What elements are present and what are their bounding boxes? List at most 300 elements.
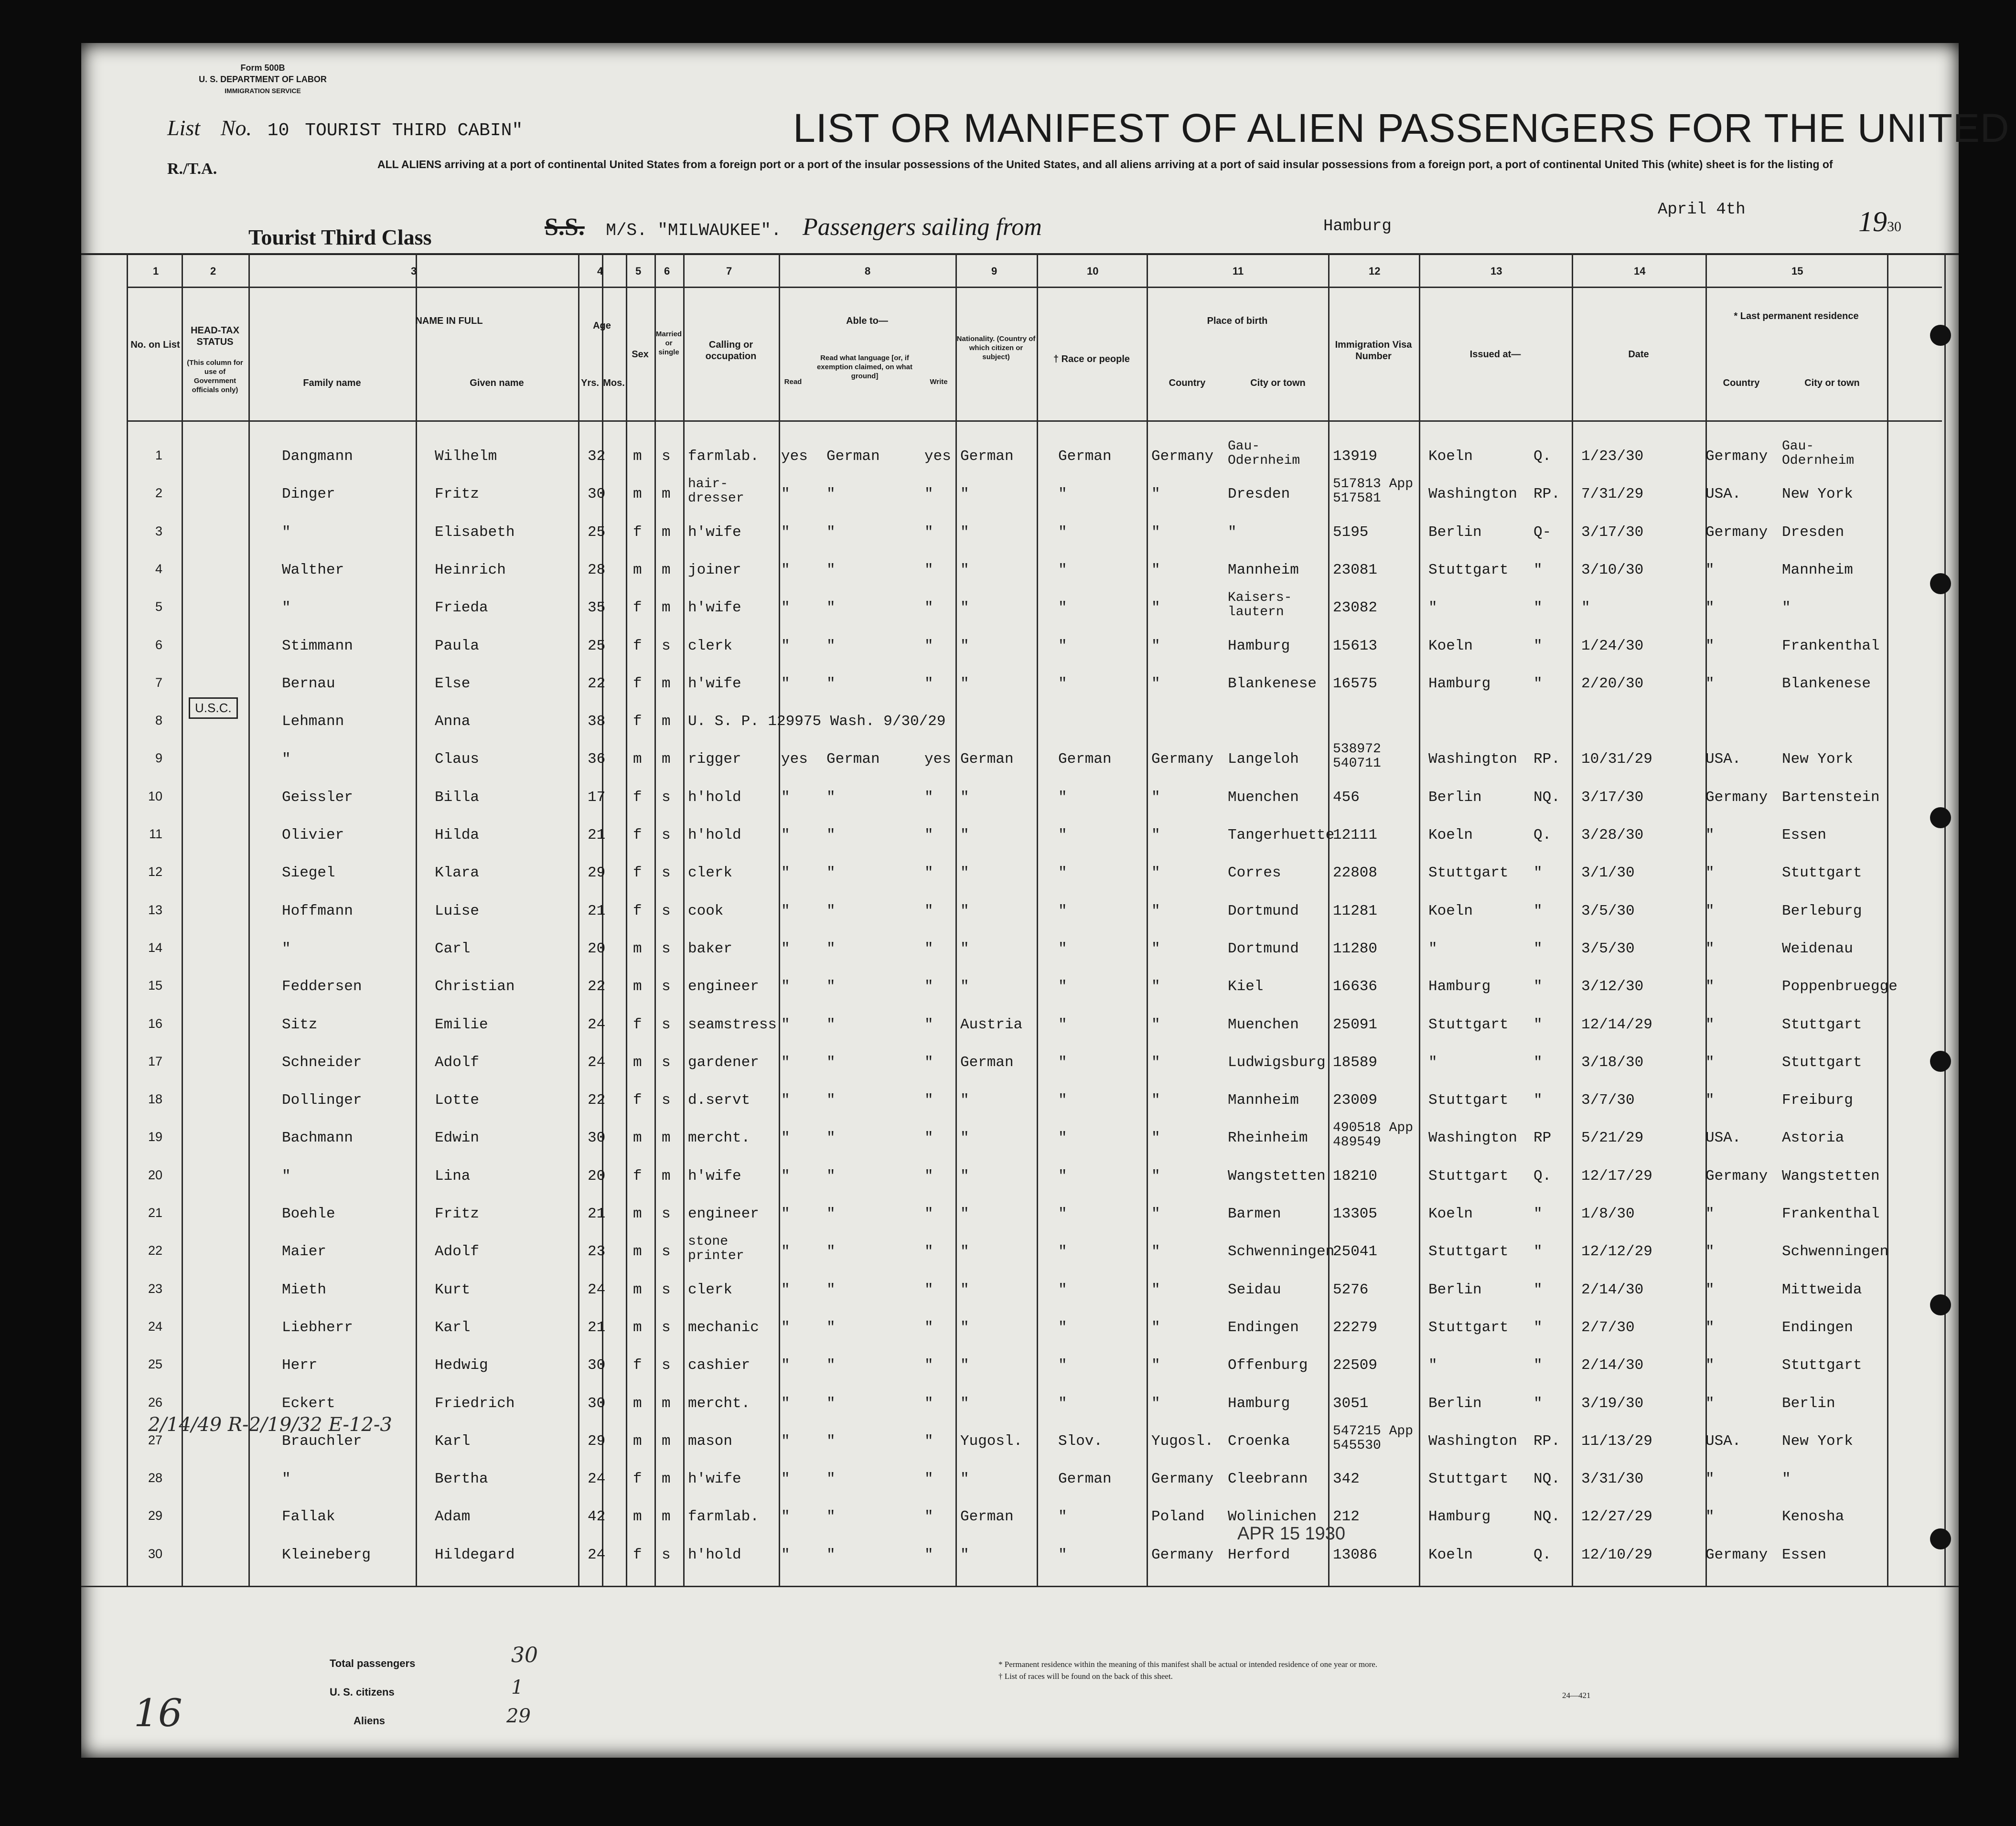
cell-write: " xyxy=(924,1281,933,1298)
cell-rcountry: " xyxy=(1705,902,1715,919)
cell-given: Carl xyxy=(435,940,471,957)
cell-given: Karl xyxy=(435,1319,471,1336)
cell-bcountry: " xyxy=(1151,940,1160,957)
header-head-tax-note: (This column for use of Government officials only) xyxy=(187,359,243,394)
cell-rcity: Stuttgart xyxy=(1782,1016,1862,1033)
cell-given: Hildegard xyxy=(435,1546,515,1563)
cell-no: 19 xyxy=(148,1130,162,1144)
cell-age: 24 xyxy=(588,1546,606,1563)
column-number: 10 xyxy=(1087,265,1099,277)
cell-visa: 456 xyxy=(1333,789,1360,806)
cell-race: " xyxy=(1058,789,1067,806)
table-row xyxy=(81,1121,1959,1154)
cell-no: 16 xyxy=(148,1016,162,1031)
cell-read: " xyxy=(781,1281,790,1298)
cell-date: " xyxy=(1581,599,1590,617)
cell-write: " xyxy=(924,1546,933,1563)
cell-occ: engineer xyxy=(688,978,759,995)
cell-race: " xyxy=(1058,599,1067,617)
cell-write: " xyxy=(924,1432,933,1450)
cell-ms: s xyxy=(662,637,671,654)
cell-race: " xyxy=(1058,1395,1067,1412)
cell-ms: s xyxy=(662,940,671,957)
cell-rcountry: " xyxy=(1705,1016,1715,1033)
cell-lang: " xyxy=(826,1508,836,1526)
cell-age: 35 xyxy=(588,599,606,617)
cell-date: 3/5/30 xyxy=(1581,902,1635,919)
cell-q: " xyxy=(1533,1395,1543,1412)
cell-age: 30 xyxy=(588,1357,606,1374)
cell-rcity: Mannheim xyxy=(1782,561,1853,578)
cell-visa: 16636 xyxy=(1333,978,1378,995)
cell-no: 13 xyxy=(148,902,162,917)
cell-rcity: Stuttgart xyxy=(1782,1357,1862,1374)
cell-bcity: Wolinichen xyxy=(1228,1508,1317,1526)
cell-write: " xyxy=(924,1206,933,1222)
cell-family: " xyxy=(282,599,291,617)
cell-date: 12/14/29 xyxy=(1581,1016,1652,1033)
cell-given: Friedrich xyxy=(435,1395,515,1412)
cell-no: 20 xyxy=(148,1167,162,1182)
cell-visa: 23009 xyxy=(1333,1092,1378,1109)
cell-no: 18 xyxy=(148,1092,162,1107)
cell-visa: 212 xyxy=(1333,1508,1360,1526)
cell-visa: 12111 xyxy=(1333,827,1378,844)
cell-age: 22 xyxy=(588,675,606,692)
cell-given: Adolf xyxy=(435,1054,480,1071)
footnote-residence: * Permanent residence within the meaning of this manifest shall be actual or intended residence of one year or more. xyxy=(998,1660,1378,1669)
cell-given: Luise xyxy=(435,902,480,919)
cell-race: " xyxy=(1058,1167,1067,1185)
cell-write: " xyxy=(924,789,933,806)
cell-race: " xyxy=(1058,827,1067,844)
cell-rcity: Poppenbruegge xyxy=(1782,978,1898,995)
cell-no: 21 xyxy=(148,1206,162,1220)
cell-q: " xyxy=(1533,1243,1543,1260)
column-number: 11 xyxy=(1233,265,1244,277)
cell-issued: Stuttgart xyxy=(1428,1092,1509,1109)
cell-sex: f xyxy=(633,865,642,882)
cell-lang: " xyxy=(826,902,836,919)
cell-family: Lehmann xyxy=(282,713,344,730)
cell-occ: farmlab. xyxy=(688,1508,759,1526)
column-number: 3 xyxy=(411,265,417,277)
cell-q: " xyxy=(1533,1054,1543,1071)
header-place-of-birth: Place of birth xyxy=(1207,316,1268,326)
cell-lang: " xyxy=(826,1054,836,1071)
cell-visa: 342 xyxy=(1333,1471,1360,1488)
cell-visa: 13305 xyxy=(1333,1206,1378,1222)
cell-date: 10/31/29 xyxy=(1581,751,1652,768)
cell-q: " xyxy=(1533,940,1543,957)
cell-issued: Stuttgart xyxy=(1428,865,1509,882)
cell-issued: Koeln xyxy=(1428,827,1473,844)
table-row xyxy=(81,1083,1959,1117)
sailing-date: April 4th xyxy=(1658,201,1746,219)
cell-age: 24 xyxy=(588,1471,606,1488)
cell-q: NQ. xyxy=(1533,1471,1560,1488)
cell-nat: German xyxy=(960,1508,1014,1526)
cell-issued: Koeln xyxy=(1428,1206,1473,1222)
cell-bcountry: " xyxy=(1151,865,1160,882)
cell-bcity: Dresden xyxy=(1228,486,1290,503)
cell-race: " xyxy=(1058,486,1067,503)
header-rule-bottom xyxy=(127,420,1942,422)
header-birth-city: City or town xyxy=(1250,378,1306,388)
cell-rcity: Astoria xyxy=(1782,1130,1844,1147)
cell-given: Lina xyxy=(435,1167,471,1185)
cell-lang: " xyxy=(826,1130,836,1147)
cell-read: " xyxy=(781,1243,790,1260)
column-number: 2 xyxy=(210,265,216,277)
cell-bcity: Ludwigsburg xyxy=(1228,1054,1326,1071)
cell-rcity: Mittweida xyxy=(1782,1281,1862,1298)
cell-no: 28 xyxy=(148,1471,162,1485)
cell-visa: 5276 xyxy=(1333,1281,1369,1298)
cell-bcountry: Germany xyxy=(1151,448,1214,465)
cell-rcountry: " xyxy=(1705,1206,1715,1222)
cell-sex: m xyxy=(633,940,642,957)
cell-no: 9 xyxy=(155,751,162,766)
cell-sex: f xyxy=(633,902,642,919)
cell-occ: h'wife xyxy=(688,1471,741,1488)
cell-rcountry: Germany xyxy=(1705,1167,1768,1185)
page-title: LIST OR MANIFEST OF ALIEN PASSENGERS FOR THE UNITED xyxy=(793,106,2010,150)
cell-read: " xyxy=(781,1167,790,1185)
cell-race: " xyxy=(1058,1508,1067,1526)
cell-family: Eckert xyxy=(282,1395,335,1412)
cell-bcity: Langeloh xyxy=(1228,751,1299,768)
cell-lang: " xyxy=(826,561,836,578)
cell-no: 22 xyxy=(148,1243,162,1258)
cell-ms: m xyxy=(662,713,671,730)
cell-read: yes xyxy=(781,751,808,768)
cell-family: Fallak xyxy=(282,1508,335,1526)
cell-family: " xyxy=(282,1167,291,1185)
cell-rcity: " xyxy=(1782,599,1791,617)
ss-mark: S.S. xyxy=(545,214,585,241)
cell-lang: " xyxy=(826,1432,836,1450)
cell-family: Boehle xyxy=(282,1206,335,1222)
cell-given: Edwin xyxy=(435,1130,480,1147)
cell-race: " xyxy=(1058,637,1067,654)
cell-bcity: Herford xyxy=(1228,1546,1290,1563)
cell-rcountry: " xyxy=(1705,1281,1715,1298)
cell-issued: Koeln xyxy=(1428,637,1473,654)
cell-visa: 16575 xyxy=(1333,675,1378,692)
table-row xyxy=(81,1311,1959,1344)
cell-sex: f xyxy=(633,637,642,654)
cell-issued: Washington xyxy=(1428,1432,1518,1450)
cell-occ: clerk xyxy=(688,865,733,882)
cell-rcountry: USA. xyxy=(1705,1432,1741,1450)
cell-read: " xyxy=(781,1092,790,1109)
cell-rcity: Blankenese xyxy=(1782,675,1871,692)
cell-no: 23 xyxy=(148,1281,162,1296)
cell-lang: " xyxy=(826,1016,836,1033)
cell-nat: " xyxy=(960,827,969,844)
binder-hole xyxy=(1930,1294,1951,1315)
cell-visa: 13086 xyxy=(1333,1546,1378,1563)
cell-no: 12 xyxy=(148,865,162,879)
cell-ms: s xyxy=(662,978,671,995)
cell-rcountry: Germany xyxy=(1705,1546,1768,1563)
cell-q: " xyxy=(1533,599,1543,617)
cell-q: Q. xyxy=(1533,827,1552,844)
cell-occ: h'wife xyxy=(688,599,741,617)
cell-date: 12/27/29 xyxy=(1581,1508,1652,1526)
cell-date: 2/14/30 xyxy=(1581,1357,1644,1374)
cell-nat: " xyxy=(960,1546,969,1563)
cell-bcity: Offenburg xyxy=(1228,1357,1308,1374)
cell-sex: m xyxy=(633,1281,642,1298)
form-number: Form 500B xyxy=(240,63,285,73)
cell-family: " xyxy=(282,940,291,957)
header-date: Date xyxy=(1628,349,1649,360)
cell-lang: " xyxy=(826,1395,836,1412)
cell-lang: " xyxy=(826,1281,836,1298)
cell-no: 27 xyxy=(148,1432,162,1447)
cell-bcountry: " xyxy=(1151,637,1160,654)
header-read-language: Read what language [or, if exemption claimed, on what ground] xyxy=(816,354,913,380)
cell-family: Olivier xyxy=(282,827,344,844)
cell-nat: Austria xyxy=(960,1016,1023,1033)
cell-date: 3/17/30 xyxy=(1581,523,1644,541)
cell-given: Karl xyxy=(435,1432,471,1450)
cell-lang: German xyxy=(826,751,880,768)
cell-q: " xyxy=(1533,978,1543,995)
class-label: Tourist Third Class xyxy=(248,225,432,249)
cell-lang: " xyxy=(826,1357,836,1374)
cell-family: Sitz xyxy=(282,1016,318,1033)
cell-bcity: Kaisers- lautern xyxy=(1228,590,1292,620)
cell-bcountry: " xyxy=(1151,1167,1160,1185)
cell-visa: 11281 xyxy=(1333,902,1378,919)
cell-bcountry: " xyxy=(1151,1243,1160,1260)
cell-bcity: Kiel xyxy=(1228,978,1264,995)
cell-q: " xyxy=(1533,1357,1543,1374)
cell-nat: " xyxy=(960,1130,969,1147)
cell-visa: 22279 xyxy=(1333,1319,1378,1336)
cell-issued: Washington xyxy=(1428,486,1518,503)
cell-bcity: Rheinheim xyxy=(1228,1130,1308,1147)
year-suffix: 30 xyxy=(1887,219,1901,235)
cell-ms: m xyxy=(662,1167,671,1185)
cell-write: " xyxy=(924,1508,933,1526)
cell-rcity: Bartenstein xyxy=(1782,789,1880,806)
table-row xyxy=(81,970,1959,1003)
cell-lang: " xyxy=(826,978,836,995)
cell-ms: s xyxy=(662,1546,671,1563)
table-row xyxy=(81,1197,1959,1230)
cell-rcity: Berleburg xyxy=(1782,902,1862,919)
cell-q: " xyxy=(1533,1281,1543,1298)
table-row xyxy=(81,932,1959,965)
cell-rcountry: " xyxy=(1705,1471,1715,1488)
cell-bcountry: Poland xyxy=(1151,1508,1205,1526)
cell-ms: m xyxy=(662,523,671,541)
cell-q: NQ. xyxy=(1533,789,1560,806)
cell-race: German xyxy=(1058,1471,1112,1488)
cell-visa: 15613 xyxy=(1333,637,1378,654)
cell-age: 29 xyxy=(588,1432,606,1450)
cell-occ: cashier xyxy=(688,1357,751,1374)
cell-rcountry: USA. xyxy=(1705,486,1741,503)
cell-visa: 538972 540711 xyxy=(1333,742,1381,771)
cell-rcity: Freiburg xyxy=(1782,1092,1853,1109)
cell-race: " xyxy=(1058,1092,1067,1109)
cell-write: " xyxy=(924,1357,933,1374)
header-no-on-list: No. on List xyxy=(130,340,180,350)
cell-ms: m xyxy=(662,1130,671,1147)
cell-sex: f xyxy=(633,1357,642,1374)
cell-occ: h'hold xyxy=(688,827,741,844)
cell-no: 7 xyxy=(155,675,162,690)
cell-issued: Stuttgart xyxy=(1428,561,1509,578)
cell-no: 5 xyxy=(155,599,162,614)
cell-visa: 23081 xyxy=(1333,561,1378,578)
cell-sex: f xyxy=(633,1016,642,1033)
cell-ms: m xyxy=(662,675,671,692)
cell-bcity: Mannheim xyxy=(1228,561,1299,578)
cell-age: 17 xyxy=(588,789,606,806)
cell-bcity: Corres xyxy=(1228,865,1281,882)
cell-ms: s xyxy=(662,1357,671,1374)
cell-ms: m xyxy=(662,486,671,503)
cell-nat: " xyxy=(960,978,969,995)
cell-date: 7/31/29 xyxy=(1581,486,1644,503)
cell-given: Hedwig xyxy=(435,1357,488,1374)
cell-rcountry: " xyxy=(1705,1395,1715,1412)
cell-nat: " xyxy=(960,1092,969,1109)
table-row xyxy=(81,742,1959,776)
column-number: 13 xyxy=(1491,265,1502,277)
table-top-rule xyxy=(81,253,1959,255)
cell-sex: f xyxy=(633,1167,642,1185)
sailing-label: Passengers sailing from xyxy=(803,214,1042,241)
cell-no: 4 xyxy=(155,561,162,576)
cell-ms: s xyxy=(662,865,671,882)
cell-bcountry: Germany xyxy=(1151,1471,1214,1488)
cell-bcity: " xyxy=(1228,523,1237,541)
cell-rcountry: " xyxy=(1705,675,1715,692)
cell-race: " xyxy=(1058,1016,1067,1033)
cell-q: Q. xyxy=(1533,448,1552,465)
cell-rcity: New York xyxy=(1782,751,1853,768)
cell-lang: " xyxy=(826,675,836,692)
cell-no: 14 xyxy=(148,940,162,955)
cell-sex: m xyxy=(633,1319,642,1336)
cell-write: " xyxy=(924,902,933,919)
cell-date: 3/5/30 xyxy=(1581,940,1635,957)
cell-occ: h'wife xyxy=(688,1167,741,1185)
cell-issued: Berlin xyxy=(1428,1281,1482,1298)
cell-rcity: Berlin xyxy=(1782,1395,1835,1412)
cell-occ: joiner xyxy=(688,561,741,578)
table-row xyxy=(81,515,1959,549)
cell-q: NQ. xyxy=(1533,1508,1560,1526)
cell-issued: Stuttgart xyxy=(1428,1319,1509,1336)
cell-no: 11 xyxy=(149,827,162,841)
cell-rcountry: " xyxy=(1705,1357,1715,1374)
cell-lang: " xyxy=(826,1243,836,1260)
cell-race: " xyxy=(1058,1130,1067,1147)
cell-nat: " xyxy=(960,523,969,541)
cell-sex: m xyxy=(633,978,642,995)
cell-write: " xyxy=(924,865,933,882)
cell-sex: m xyxy=(633,486,642,503)
cell-q: " xyxy=(1533,865,1543,882)
cell-bcountry: " xyxy=(1151,1054,1160,1071)
cell-nat: German xyxy=(960,448,1014,465)
cell-read: " xyxy=(781,1508,790,1526)
cell-nat: " xyxy=(960,789,969,806)
cell-family: Geissler xyxy=(282,789,353,806)
cell-write: " xyxy=(924,599,933,617)
cell-issued: Koeln xyxy=(1428,1546,1473,1563)
head-tax-note-row-27: 2/14/49 R-2/19/32 E-12-3 xyxy=(148,1414,392,1436)
header-nationality: Nationality. (Country of which citizen or subject) xyxy=(956,335,1036,361)
cell-write: " xyxy=(924,1016,933,1033)
cell-write: " xyxy=(924,675,933,692)
cell-q: Q- xyxy=(1533,523,1552,541)
cell-age: 36 xyxy=(588,751,606,768)
column-number: 14 xyxy=(1634,265,1646,277)
cell-rcountry: " xyxy=(1705,1054,1715,1071)
cell-visa: 22509 xyxy=(1333,1357,1378,1374)
cell-write: " xyxy=(924,1054,933,1071)
header-married: Married or single xyxy=(655,330,682,356)
cell-write: " xyxy=(924,1471,933,1488)
cell-write: yes xyxy=(924,448,951,465)
us-citizens-label: U. S. citizens xyxy=(330,1686,395,1698)
cell-given: Heinrich xyxy=(435,561,506,578)
ship-name: M/S. "MILWAUKEE". xyxy=(606,221,782,240)
cell-bcity: Wangstetten xyxy=(1228,1167,1326,1185)
cell-given: Anna xyxy=(435,713,471,730)
cell-lang: " xyxy=(826,1167,836,1185)
table-row xyxy=(81,667,1959,700)
cell-date: 2/7/30 xyxy=(1581,1319,1635,1336)
cell-read: " xyxy=(781,789,790,806)
cell-date: 3/17/30 xyxy=(1581,789,1644,806)
form-code: 24—421 xyxy=(1562,1691,1591,1700)
cell-occ: cook xyxy=(688,902,724,919)
cell-rcity: Essen xyxy=(1782,827,1827,844)
cell-q: " xyxy=(1533,1206,1543,1222)
cell-lang: " xyxy=(826,1206,836,1222)
manifest-page xyxy=(81,43,2010,1758)
header-yrs: Yrs. xyxy=(581,378,599,388)
header-race: † Race or people xyxy=(1053,354,1130,364)
cell-age: 30 xyxy=(588,1130,606,1147)
cell-q: Q. xyxy=(1533,1167,1552,1185)
cell-occ: mechanic xyxy=(688,1319,759,1336)
cell-rcity: Stuttgart xyxy=(1782,1054,1862,1071)
cell-nat: " xyxy=(960,1395,969,1412)
head-tax-stamp-row-8: U.S.C. xyxy=(189,697,238,719)
cell-read: " xyxy=(781,675,790,692)
table-row xyxy=(81,477,1959,511)
cell-bcountry: Germany xyxy=(1151,1546,1214,1563)
cell-rcountry: " xyxy=(1705,1319,1715,1336)
cell-lang: " xyxy=(826,940,836,957)
cell-race: " xyxy=(1058,1206,1067,1222)
table-row xyxy=(81,1538,1959,1571)
rta-label: R./T.A. xyxy=(167,160,217,178)
cell-sex: m xyxy=(633,1206,642,1222)
cell-issued: " xyxy=(1428,599,1437,617)
